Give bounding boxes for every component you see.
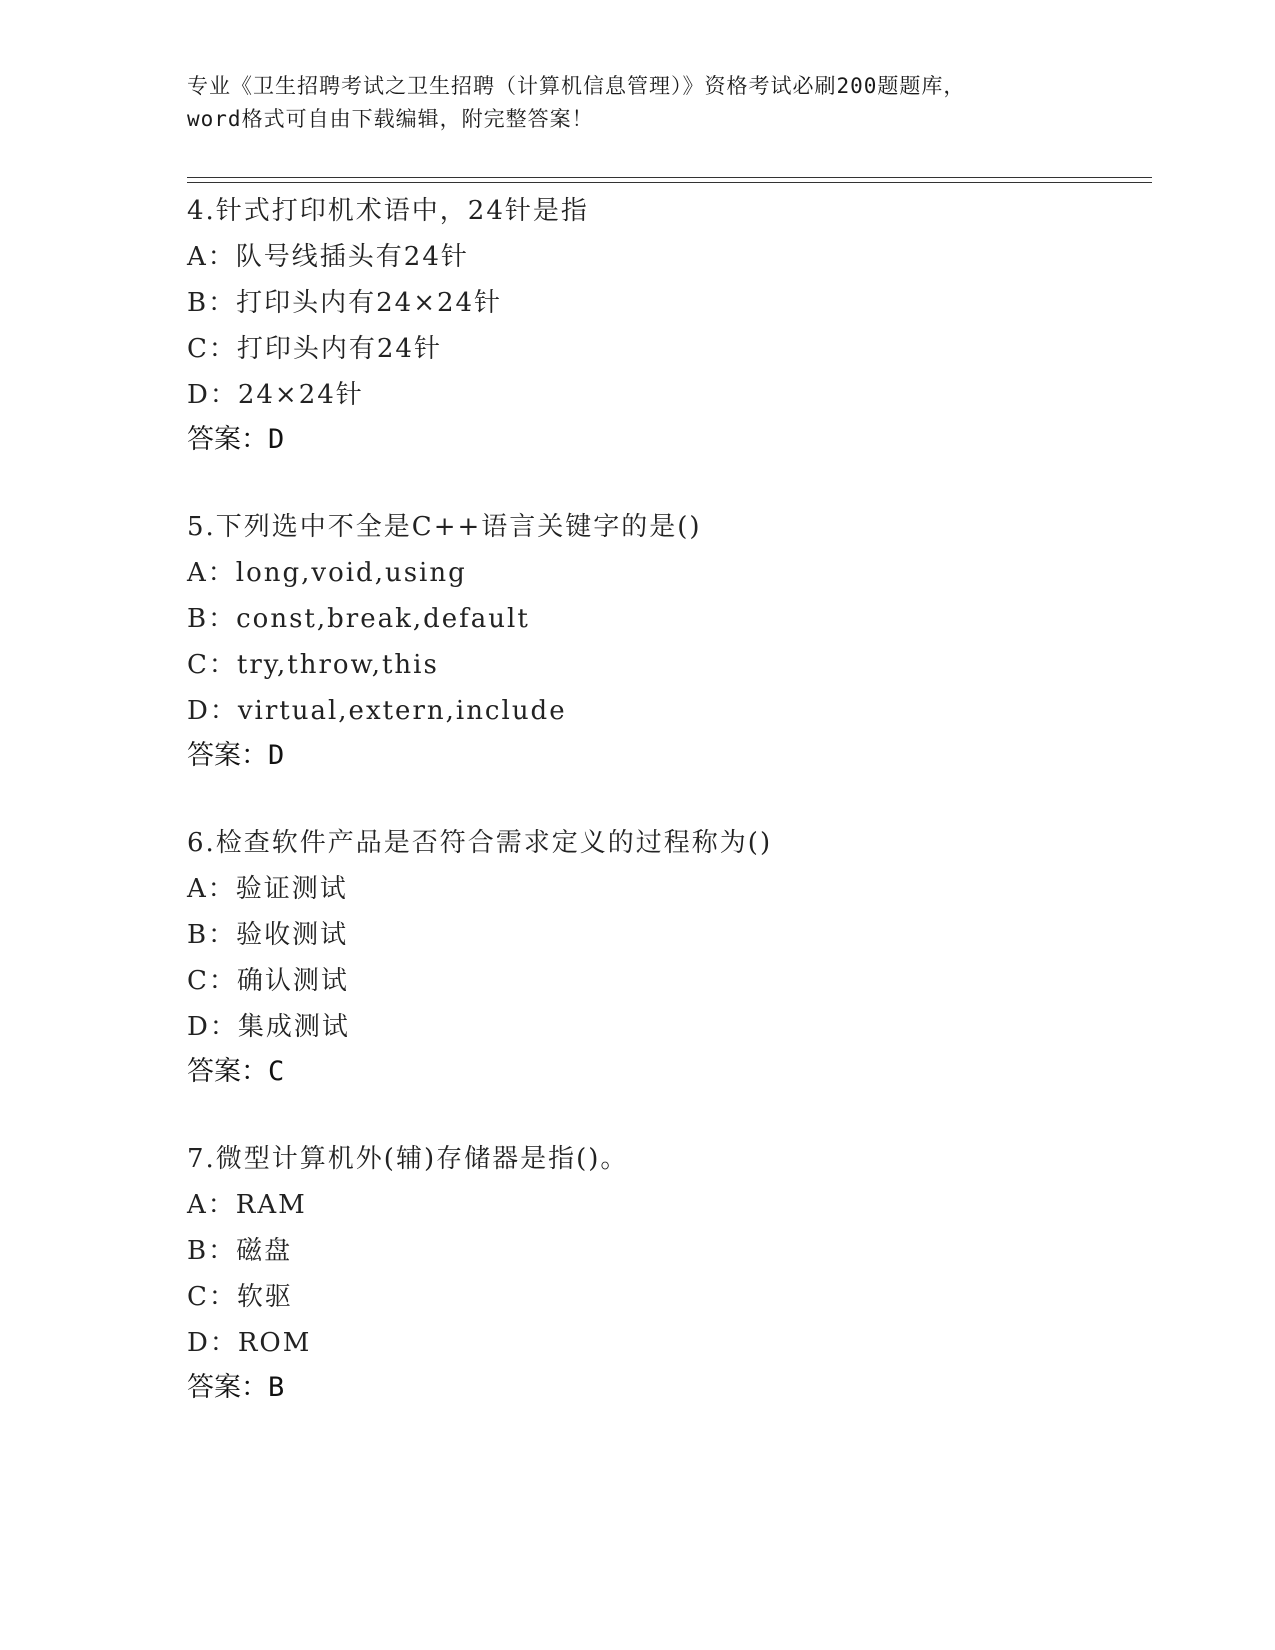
answer-label: 答案：B xyxy=(187,1372,285,1403)
option-d: D：集成测试 xyxy=(187,1012,350,1042)
option-b: B：验收测试 xyxy=(187,920,349,950)
header-line-1: 专业《卫生招聘考试之卫生招聘（计算机信息管理）》资格考试必刷200题题库， xyxy=(187,74,966,98)
option-c: C：try,throw,this xyxy=(187,650,439,680)
option-b: B：打印头内有24×24针 xyxy=(187,288,503,318)
question-stem: 7.微型计算机外(辅)存储器是指()。 xyxy=(187,1144,629,1174)
question-stem: 4.针式打印机术语中，24针是指 xyxy=(187,196,589,226)
question-6 xyxy=(187,820,1152,1094)
answer-label: 答案：D xyxy=(187,740,285,771)
answer-label: 答案：C xyxy=(187,1056,285,1087)
option-c: C：软驱 xyxy=(187,1282,293,1312)
document-header xyxy=(187,70,1167,136)
option-c: C：确认测试 xyxy=(187,966,349,996)
option-a: A：队号线插头有24针 xyxy=(187,242,469,272)
option-b: B：磁盘 xyxy=(187,1236,293,1266)
option-d: D：ROM xyxy=(187,1328,312,1358)
header-divider-bottom xyxy=(187,182,1152,183)
answer-label: 答案：D xyxy=(187,424,285,455)
question-stem: 5.下列选中不全是C++语言关键字的是() xyxy=(187,512,702,542)
option-b: B：const,break,default xyxy=(187,604,530,634)
option-c: C：打印头内有24针 xyxy=(187,334,442,364)
question-4 xyxy=(187,188,1152,462)
option-d: D：24×24针 xyxy=(187,380,364,410)
option-a: A：long,void,using xyxy=(187,558,467,588)
header-line-2: word格式可自由下载编辑，附完整答案！ xyxy=(187,107,594,131)
option-a: A：验证测试 xyxy=(187,874,348,904)
question-list xyxy=(187,188,1152,1452)
option-a: A：RAM xyxy=(187,1190,307,1220)
question-7 xyxy=(187,1136,1152,1410)
option-d: D：virtual,extern,include xyxy=(187,696,567,726)
question-5 xyxy=(187,504,1152,778)
question-stem: 6.检查软件产品是否符合需求定义的过程称为() xyxy=(187,828,773,858)
header-divider-top xyxy=(187,177,1152,178)
